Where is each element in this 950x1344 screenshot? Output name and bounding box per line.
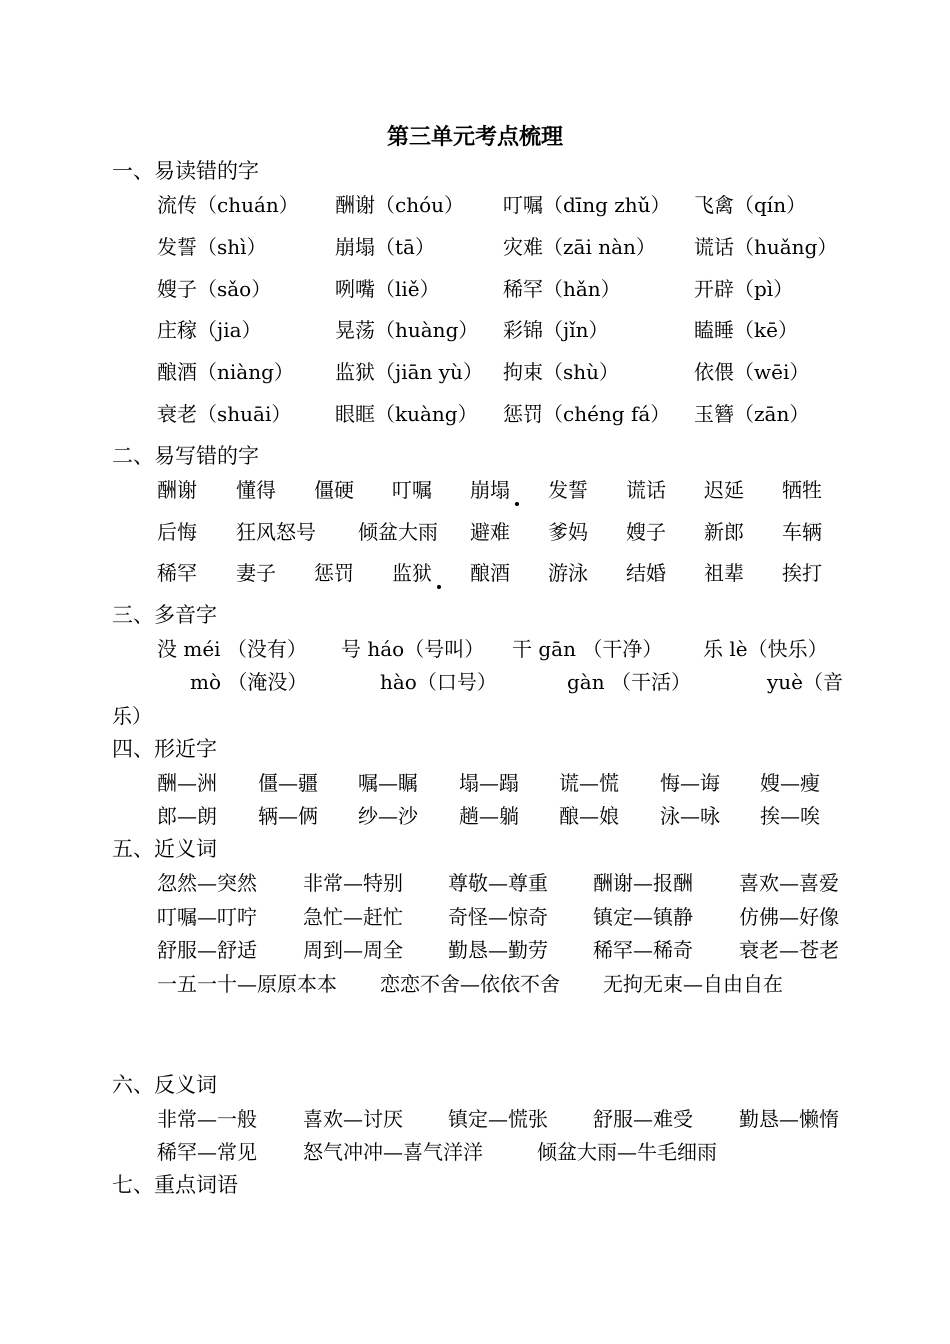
polyphone-item: 没 méi （没有）	[157, 637, 307, 661]
word-item: 车辆	[782, 520, 822, 544]
section-heading-similar-chars: 四、形近字	[112, 737, 217, 761]
antonym-item: 非常—一般	[157, 1107, 257, 1131]
synonym-item: 忽然—突然	[157, 871, 257, 895]
polyphone-item: 乐 lè（快乐）	[703, 637, 828, 661]
word-item: 新郎	[704, 520, 744, 544]
easy-read-item: 庄稼（jia）	[157, 318, 262, 342]
easy-read-item: 发誓（shì）	[157, 235, 267, 259]
similar-item: 嘱—瞩	[358, 771, 418, 795]
synonym-item: 恋恋不舍—依依不舍	[380, 972, 560, 996]
synonym-item: 非常—特别	[303, 871, 403, 895]
word-item: 迟延	[704, 478, 744, 502]
list-row	[0, 557, 950, 589]
similar-item: 塌—蹋	[459, 771, 519, 795]
easy-read-item: 瞌睡（kē）	[694, 318, 798, 342]
easy-read-item: 酬谢（chóu）	[335, 193, 465, 217]
section-heading-antonyms: 六、反义词	[112, 1073, 217, 1097]
similar-item: 谎—慌	[559, 771, 619, 795]
word-item: 牺牲	[782, 478, 822, 502]
list-row	[0, 901, 950, 933]
synonym-item: 一五一十—原原本本	[157, 972, 337, 996]
word-item: 倾盆大雨	[358, 520, 438, 544]
word-item: 嫂子	[626, 520, 666, 544]
polyphone-item: yuè（音	[767, 670, 844, 694]
polyphone-item: hào（口号）	[380, 670, 497, 694]
similar-item: 酿—娘	[559, 804, 619, 828]
word-item: 酿酒	[470, 561, 510, 585]
list-row	[0, 273, 950, 305]
synonym-item: 周到—周全	[303, 938, 403, 962]
section-heading-polyphones: 三、多音字	[112, 603, 217, 627]
list-row	[0, 666, 950, 698]
antonym-item: 怒气冲冲—喜气洋洋	[303, 1140, 483, 1164]
easy-read-item: 崩塌（tā）	[335, 235, 435, 259]
list-row	[0, 1103, 950, 1135]
easy-read-item: 飞禽（qín）	[694, 193, 807, 217]
word-item: 后悔	[157, 520, 197, 544]
word-item: 崩塌	[470, 478, 510, 502]
list-row	[0, 356, 950, 388]
section-heading-easy-read: 一、易读错的字	[112, 159, 259, 183]
polyphone-item: gàn （干活）	[567, 670, 691, 694]
synonym-item: 喜欢—喜爱	[739, 871, 839, 895]
polyphone-item: 干 gān （干净）	[512, 637, 663, 661]
similar-item: 嫂—瘦	[760, 771, 820, 795]
list-row	[0, 189, 950, 221]
section-heading-key-words: 七、重点词语	[112, 1173, 238, 1197]
synonym-item: 奇怪—惊奇	[448, 905, 548, 929]
easy-read-item: 玉簪（zān）	[694, 402, 810, 426]
word-item: 僵硬	[314, 478, 354, 502]
word-item: 叮嘱	[392, 478, 432, 502]
list-row	[0, 633, 950, 665]
list-row	[0, 867, 950, 899]
synonym-item: 稀罕—稀奇	[593, 938, 693, 962]
word-item: 懂得	[236, 478, 276, 502]
word-item: 稀罕	[157, 561, 197, 585]
section-heading-easy-write: 二、易写错的字	[112, 444, 259, 468]
polyphone-item: 号 háo（号叫）	[341, 637, 485, 661]
easy-read-item: 惩罚（chéng fá）	[503, 402, 671, 426]
easy-read-item: 彩锦（jǐn）	[503, 318, 609, 342]
synonym-item: 勤恳—勤劳	[448, 938, 548, 962]
easy-read-item: 衰老（shuāi）	[157, 402, 292, 426]
antonym-item: 喜欢—讨厌	[303, 1107, 403, 1131]
easy-read-item: 酿酒（niàng）	[157, 360, 294, 384]
list-row	[0, 767, 950, 799]
list-row	[0, 516, 950, 548]
list-row	[0, 1136, 950, 1168]
polyphone-item: mò （淹没）	[190, 670, 308, 694]
similar-item: 僵—疆	[258, 771, 318, 795]
similar-item: 郎—朗	[157, 804, 217, 828]
easy-read-item: 开辟（pì）	[694, 277, 794, 301]
similar-item: 纱—沙	[358, 804, 418, 828]
list-row	[0, 474, 950, 506]
word-item: 酬谢	[157, 478, 197, 502]
synonym-item: 尊敬—尊重	[448, 871, 548, 895]
easy-read-item: 灾难（zāi nàn）	[503, 235, 656, 259]
similar-item: 趟—躺	[459, 804, 519, 828]
antonym-item: 倾盆大雨—牛毛细雨	[537, 1140, 717, 1164]
list-row	[0, 398, 950, 430]
easy-read-item: 流传（chuán）	[157, 193, 299, 217]
easy-read-item: 嫂子（sǎo）	[157, 277, 272, 301]
easy-read-item: 眼眶（kuàng）	[335, 402, 478, 426]
similar-item: 悔—诲	[660, 771, 720, 795]
similar-item: 酬—洲	[157, 771, 217, 795]
antonym-item: 稀罕—常见	[157, 1140, 257, 1164]
easy-read-item: 监狱（jiān yù）	[335, 360, 483, 384]
similar-item: 泳—咏	[660, 804, 720, 828]
synonym-item: 急忙—赶忙	[303, 905, 403, 929]
word-item: 游泳	[548, 561, 588, 585]
word-item: 狂风怒号	[236, 520, 316, 544]
word-item: 惩罚	[314, 561, 354, 585]
easy-read-item: 咧嘴（liě）	[335, 277, 440, 301]
section-heading-synonyms: 五、近义词	[112, 837, 217, 861]
word-item: 监狱	[392, 561, 432, 585]
easy-read-item: 叮嘱（dīng zhǔ）	[503, 193, 671, 217]
list-row	[0, 700, 950, 732]
synonym-item: 舒服—舒适	[157, 938, 257, 962]
list-row	[0, 800, 950, 832]
list-row	[0, 934, 950, 966]
polyphone-item: 乐）	[112, 704, 152, 728]
word-item: 避难	[470, 520, 510, 544]
easy-read-item: 晃荡（huàng）	[335, 318, 479, 342]
word-item: 谎话	[626, 478, 666, 502]
antonym-item: 舒服—难受	[593, 1107, 693, 1131]
synonym-item: 仿佛—好像	[739, 905, 839, 929]
easy-read-item: 依偎（wēi）	[694, 360, 810, 384]
page-title: 第三单元考点梳理	[386, 124, 563, 150]
list-row	[0, 231, 950, 263]
synonym-item: 酬谢—报酬	[593, 871, 693, 895]
easy-read-item: 拘束（shù）	[503, 360, 620, 384]
word-item: 发誓	[548, 478, 588, 502]
easy-read-item: 谎话（huǎng）	[694, 235, 838, 259]
list-row	[0, 968, 950, 1000]
word-item: 妻子	[236, 561, 276, 585]
similar-item: 挨—唉	[760, 804, 820, 828]
word-item: 挨打	[782, 561, 822, 585]
word-item: 结婚	[626, 561, 666, 585]
antonym-item: 镇定—慌张	[448, 1107, 548, 1131]
word-item: 爹妈	[548, 520, 588, 544]
synonym-item: 镇定—镇静	[593, 905, 693, 929]
list-row	[0, 314, 950, 346]
synonym-item: 叮嘱—叮咛	[157, 905, 257, 929]
antonym-item: 勤恳—懒惰	[739, 1107, 839, 1131]
synonym-item: 无拘无束—自由自在	[603, 972, 783, 996]
similar-item: 辆—俩	[258, 804, 318, 828]
synonym-item: 衰老—苍老	[739, 938, 839, 962]
emphasis-dot	[437, 585, 441, 589]
emphasis-dot	[515, 502, 519, 506]
word-item: 祖辈	[704, 561, 744, 585]
easy-read-item: 稀罕（hǎn）	[503, 277, 621, 301]
